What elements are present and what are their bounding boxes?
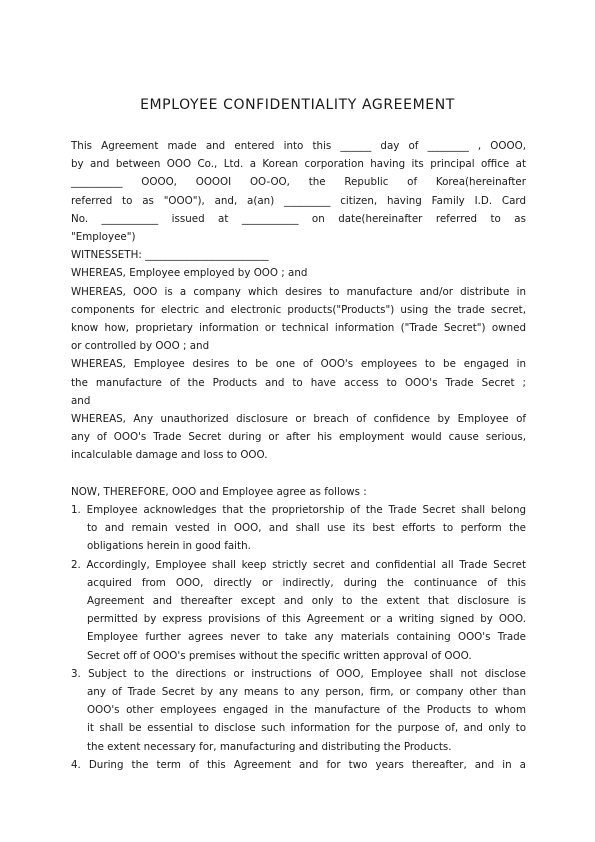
whereas-line: WHEREAS, Employee desires to be one of OOO's employees to be engaged in (71, 358, 526, 371)
clause-2-line: Agreement and thereafter except and only to the extent that disclosure is (87, 595, 526, 608)
clause-2-line: 2. Accordingly, Employee shall keep strictly secret and confidential all Trade Secret (71, 558, 526, 571)
clause-1-line: 1. Employee acknowledges that the proprietorship of the Trade Secret shall belong (71, 504, 526, 517)
body-line: and (71, 394, 91, 407)
clause-2-line: permitted by express provisions of this Agreement or a writing signed by OOO. (87, 613, 526, 626)
body-line: know how, proprietary information or technical information ("Trade Secret") owned (71, 322, 526, 335)
body-line: No. ___________ issued at ___________ on date(hereinafter referred to as (71, 212, 526, 225)
clause-2-line: acquired from OOO, directly or indirectly, during the continuance of this (87, 576, 526, 589)
now-therefore-line: NOW, THEREFORE, OOO and Employee agree as follows : (71, 485, 367, 498)
witnesseth-line: WITNESSETH: ________________________ (71, 249, 269, 262)
clause-3-line: the extent necessary for, manufacturing and distributing the Products. (87, 740, 452, 753)
blank-line (71, 465, 526, 483)
clause-2-line: Employee further agrees never to take any materials containing OOO's Trade (87, 631, 526, 644)
body-line: __________ OOOO, OOOOI OO-OO, the Republic of Korea(hereinafter (71, 176, 526, 189)
clause-1-line: to and remain vested in OOO, and shall use its best efforts to perform the (87, 522, 526, 535)
clause-3-line: any of Trade Secret by any means to any person, firm, or company other than (87, 686, 526, 699)
body-line: components for electric and electronic products("Products") using the trade secret, (71, 303, 526, 316)
clause-4-line: 4. During the term of this Agreement and for two years thereafter, and in a (71, 758, 526, 771)
body-line: This Agreement made and entered into this ______ day of ________ , OOOO, (71, 140, 526, 152)
clause-3-line: it shall be essential to disclose such information for the purpose of, and only to (87, 722, 526, 735)
body-line: the manufacture of the Products and to have access to OOO's Trade Secret ; (71, 376, 526, 389)
body-line: "Employee") (71, 231, 136, 244)
document-title: EMPLOYEE CONFIDENTIALITY AGREEMENT (140, 97, 455, 113)
whereas-line: WHEREAS, OOO is a company which desires to manufacture and/or distribute in (71, 285, 526, 298)
document-body (71, 137, 526, 774)
body-line: referred to as "OOO"), and, a(an) _________ citizen, having Family I.D. Card (71, 194, 526, 207)
whereas-line: WHEREAS, Employee employed by OOO ; and (71, 267, 308, 280)
clause-1-line: obligations herein in good faith. (87, 540, 251, 553)
whereas-line: WHEREAS, Any unauthorized disclosure or breach of confidence by Employee of (71, 413, 526, 426)
clause-2-line: Secret off of OOO's premises without the specific written approval of OOO. (87, 649, 472, 662)
clause-3-line: OOO's other employees engaged in the manufacture of the Products to whom (87, 704, 526, 717)
body-line: by and between OOO Co., Ltd. a Korean corporation having its principal office at (71, 158, 526, 171)
body-line: incalculable damage and loss to OOO. (71, 449, 268, 462)
body-line: or controlled by OOO ; and (71, 340, 210, 353)
body-line: any of OOO's Trade Secret during or after his employment would cause serious, (71, 431, 526, 444)
clause-3-line: 3. Subject to the directions or instructions of OOO, Employee shall not disclose (71, 667, 526, 680)
